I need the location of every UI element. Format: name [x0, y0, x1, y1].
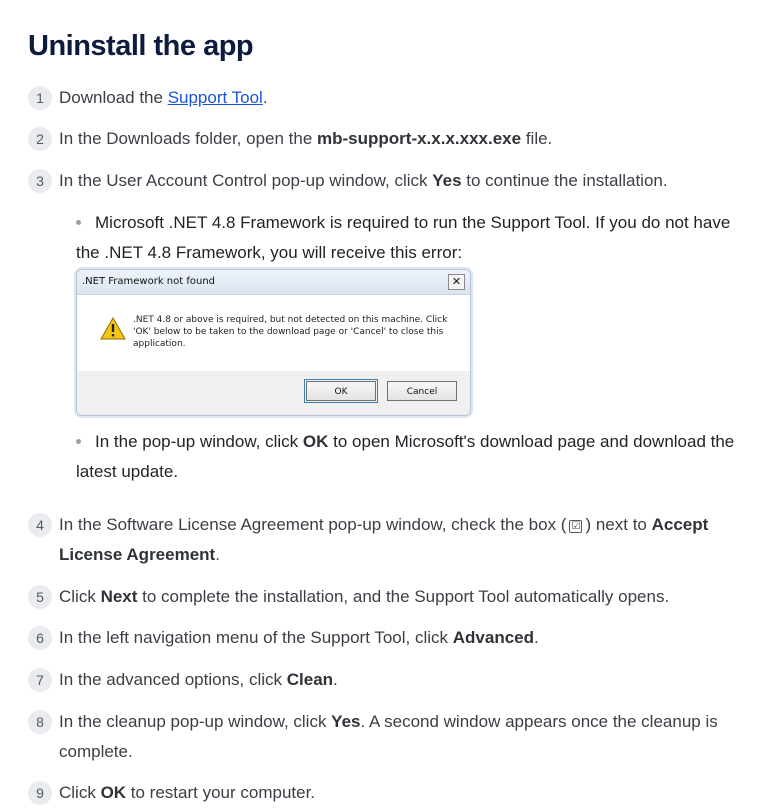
step-number: 2: [28, 127, 52, 151]
dialog-footer: [77, 371, 470, 415]
step-number: 6: [28, 626, 52, 650]
step-text: In the advanced options, click Clean.: [59, 670, 338, 689]
step-number: 4: [28, 513, 52, 537]
dialog-message: .NET 4.8 or above is required, but not detected on this machine. Click 'OK' below to be taken to the download page or 'Cancel' to close this application.: [133, 315, 448, 349]
step-text: In the cleanup pop-up window, click Yes. A second window appears once the cleanup is complete.: [59, 712, 718, 761]
step-number: 7: [28, 668, 52, 692]
bullet-dot: [76, 220, 81, 225]
support-tool-link[interactable]: Support Tool: [167, 88, 263, 107]
step-9: [28, 778, 740, 808]
step-number: 9: [28, 781, 52, 805]
bullet-dot: [76, 439, 81, 444]
step-number: 5: [28, 585, 52, 609]
dialog-title: .NET Framework not found: [77, 270, 470, 295]
close-icon[interactable]: ✕: [448, 274, 465, 290]
step-5: [28, 582, 740, 612]
bullet-click-ok: In the pop-up window, click OK to open Microsoft's download page and download the latest update.: [76, 432, 735, 481]
step-text: In the Downloads folder, open the mb-support-x.x.x.xxx.exe file.: [59, 129, 553, 148]
page-title: Uninstall the app: [28, 30, 254, 62]
step-number: 3: [28, 169, 52, 193]
step-text: Click OK to restart your computer.: [59, 783, 316, 802]
step-6: [28, 623, 740, 653]
error-dialog-screenshot: [76, 269, 471, 416]
step-text: In the Software License Agreement pop-up window, check the box ( ☑ ) next to Accept License Agreement.: [59, 515, 709, 564]
step-2: [28, 124, 740, 154]
step-number: 1: [28, 86, 52, 110]
cancel-button[interactable]: Cancel: [387, 381, 457, 401]
step-1: [28, 83, 740, 113]
bullet-net-framework: Microsoft .NET 4.8 Framework is required to run the Support Tool. If you do not have the .NET 4.8 Framework, you will receive this error:: [76, 213, 731, 262]
step-text: In the left navigation menu of the Support Tool, click Advanced.: [59, 628, 539, 647]
step-number: 8: [28, 710, 52, 734]
step-text: In the User Account Control pop-up window, click Yes to continue the installation.: [59, 171, 668, 190]
step-7: [28, 665, 740, 695]
step-8: [28, 707, 740, 767]
ok-button[interactable]: OK: [306, 381, 376, 401]
step-3: [28, 166, 740, 196]
step-text: Download the Support Tool.: [59, 88, 268, 107]
warning-triangle-icon: [100, 317, 126, 340]
checkbox-icon: ☑: [569, 520, 582, 533]
step-text: Click Next to complete the installation, and the Support Tool automatically opens.: [59, 587, 670, 606]
step-4: [28, 510, 740, 570]
